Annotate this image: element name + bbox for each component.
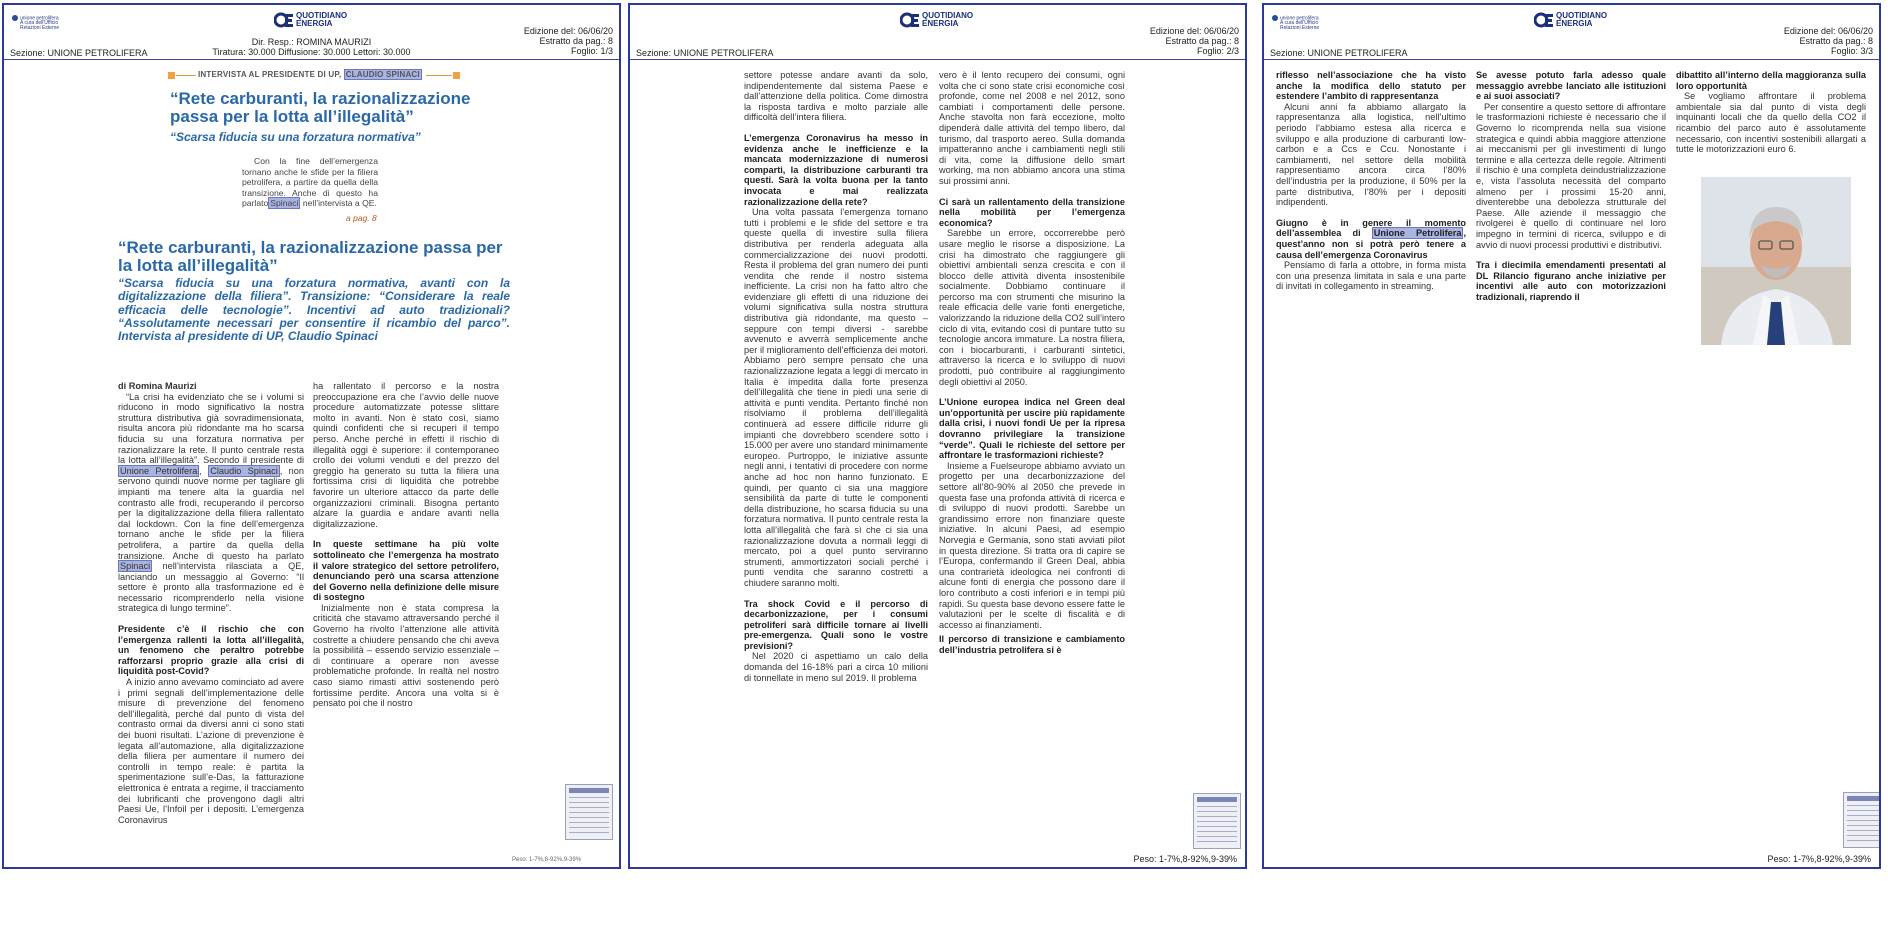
clipping-page-1 [2, 3, 621, 869]
tiratura: Tiratura: 30.000 Diffusione: 30.000 Lettori: 30.000 [212, 47, 411, 57]
kicker-rule [176, 75, 196, 76]
interview-question: Se avesse potuto farla adesso quale messaggio avrebbe lanciato alle istituzioni e ai suoi associati? [1476, 70, 1666, 102]
page-header [630, 5, 1245, 60]
front-lead [242, 156, 378, 209]
article-column-6 [1476, 70, 1666, 302]
estratto: Estratto da pag.: 8 [1165, 36, 1239, 46]
paragraph: Pensiamo di farla a ottobre, in forma mista con una presenza limitata in sala e una parte di invitati in collegamento in streaming. [1276, 260, 1466, 292]
paragraph: settore potesse andare avanti da solo, indipendentemente dal sistema Paese e dall’attenzione della politica. Come dimostra la risposta tardiva e molto parziale alle difficoltà dell’intera filiera. [744, 70, 928, 123]
paragraph-text: , non servono quindi nuove norme per tagliare gli impianti ma tenere alta la guardia nel contrasto alle frodi, recuperando il percorso per la digitalizzazione della filiera rallentato dal lockdown. Con la fine dell’emergenza tornano anche le sfide per la filiera petrolifera, a partire da quella della transizione. Anche di questo ha parlato [118, 465, 305, 561]
page-thumbnail [565, 784, 613, 840]
kicker-highlight: CLAUDIO SPINACI [345, 70, 420, 79]
publisher-name: unione petrolifera [1280, 15, 1319, 22]
paragraph: Per consentire a questo settore di affrontare le trasformazioni richieste è necessario che il Governo lo ricomprenda nella sua visione strategica e quindi abbia maggiore attenzione ai meccanismi per gli investimenti di lungo termine e alla certezza delle regole. Altrimenti il rischio è una completa deindustrializzazione e, vista l’assoluta necessità del comparto almeno per i prossimi 15-20 anni, diventerebbe una debolezza strutturale del Paese. Alle aziende il messaggio che rivolgerei è quello di continuare nel loro impegno in termini di ricerca, sviluppo e di avvio di nuovi processi produttivi e distributivi. [1476, 101, 1666, 250]
paragraph: Se vogliamo affrontare il problema ambientale sia dal punto di vista degli inquinanti locali che da quello della CO2 il ricambio del parco auto è assolutamente necessario, con incentivi sostenibili allargati a tutte le motorizzazioni euro 6. [1676, 91, 1866, 155]
lead-highlight: Spinaci [270, 198, 299, 208]
paragraph: Inizialmente non è stata compresa la criticità che stavamo attraversando perché il Governo ha rivolto l’attenzione alle attività costrette a chiudere pensando che chi aveva la possibilità – essendo servizio essenziale – di continuare a operare non avesse problematiche profonde. In realtà nel nostro caso siamo rimasti attivi sostenendo però fortissime perdite. Ancora una volta si è pensato poi che il nostro [313, 602, 499, 709]
foglio: Foglio: 3/3 [1830, 46, 1873, 56]
publisher-office: Relazioni Esterne [1280, 25, 1320, 32]
paragraph: Alcuni anni fa abbiamo allargato la rappresentanza alla logistica, nell’ultimo periodo l’abbiamo estesa alla ricerca e sviluppo e alla produzione di carburanti low-carbon e a Ccs e Ccu. Nonostante i cambiamenti, nel settore della mobilità rappresentiamo ancora circa l’80% dell’industria per la produzione, il 50% per la parte distributiva, l’80% per i depositi indipendenti. [1276, 101, 1466, 208]
paragraph: Sarebbe un errore, occorrerebbe però usare meglio le risorse a disposizione. La crisi ha dimostrato che raggiungere gli obiettivi ambientali senza crescita e con il blocco delle attività diventa insostenibile socialmente. Dobbiamo continuare il percorso ma con strumenti che misurino la reale efficacia delle varie fonti energetiche, valorizzando la riduzione della CO2 sull’intero ciclo di vita, evitando così di puntare tutto su tecnologie ancora immature. La nostra filiera, con i biocarburanti, i carburanti sintetici, attraverso la ricerca e lo sviluppo di nuovi prodotti, può contribuire al raggiungimento degli obiettivi al 2050. [939, 228, 1125, 387]
foglio: Foglio: 2/3 [1196, 46, 1239, 56]
sezione: Sezione: UNIONE PETROLIFERA [1270, 48, 1408, 58]
logo-line-2: ENERGIA [922, 19, 959, 28]
interview-question: Il percorso di transizione e cambiamento dell’industria petrolifera si è [939, 634, 1125, 655]
portrait-photo [1701, 177, 1851, 345]
page-thumbnail [1843, 792, 1881, 848]
peso: Peso: 1-7%,8-92%,9-39% [1767, 854, 1871, 864]
lead-text-end: nell’intervista a QE. [302, 198, 377, 208]
sezione: Sezione: UNIONE PETROLIFERA [10, 48, 148, 58]
byline: di Romina Maurizi [118, 381, 197, 391]
interview-question: Tra i diecimila emendamenti presentati al DL Rilancio figurano anche iniziative per incentivi alle auto con motorizzazioni tradizionali, riaprendo il [1476, 260, 1666, 302]
logo-line-1: QUOTIDIANO [296, 11, 348, 20]
kicker-marker-icon [453, 72, 460, 79]
paragraph [118, 392, 304, 614]
front-title: “Rete carburanti, la razionalizzazione passa per la lotta all’illegalità” [170, 89, 471, 126]
publisher-logo [1272, 15, 1319, 31]
logo-line-2: ENERGIA [1556, 19, 1593, 28]
paragraph: Nel 2020 ci aspettiamo un calo della domanda del 16-18% pari a circa 10 milioni di tonnellate in meno sul 2019. Il problema [744, 651, 928, 683]
qe-logo-icon [900, 11, 920, 29]
article-subtitle: “Scarsa fiducia su una forzatura normativa, avanti con la digitalizzazione della filiera”. Transizione: “Considerare la reale efficacia delle tecnologie”. Incentivi ad auto tradizionali? “Assolutamente necessari per consentire il ricambio del parco”. Intervista al presidente di UP, Claudio Spinaci [118, 276, 510, 344]
estratto: Estratto da pag.: 8 [539, 36, 613, 46]
estratto: Estratto da pag.: 8 [1799, 36, 1873, 46]
logo-line-2: ENERGIA [296, 19, 333, 28]
kicker-marker-icon [168, 72, 175, 79]
article-column-5 [1276, 70, 1466, 292]
question-text: , quest’anno non si potrà però tenere a causa dell’emergenza Coronavirus [1276, 228, 1466, 260]
publisher-office: Relazioni Esterne [20, 25, 60, 32]
highlight-unione: Unione Petrolifera [1373, 228, 1462, 239]
edizione: Edizione del: 06/06/20 [1783, 26, 1873, 36]
peso-truncated: Peso: 1-7%,8-92%,9-39% [512, 857, 582, 863]
qe-logo-icon [1534, 11, 1554, 29]
page-header [1264, 5, 1879, 60]
paragraph: Insieme a Fuelseurope abbiamo avviato un progetto per una decarbonizzazione del settore all’80-90% al 2050 che prevede in questa fase una profonda attività di ricerca e di sviluppo di nuovi prodotti. Sarebbe un grandissimo errore non finanziare queste iniziative. In alcuni Paesi, ad esempio Norvegia e Germania, sono stati avviati pilot in questa direzione. Si tratta ora di capire se l’Europa, confermando il Green Deal, abbia una contrarietà ideologica nei confronti di alcune fonti di energia che possono dare il loro contributo a costi inferiori e in tempi più rapidi. Su questa base devono essere fatte le valutazioni per le scelte di fiscalità e di accesso ai finanziamenti. [939, 460, 1125, 630]
publisher-logo [12, 15, 59, 31]
logo-line-1: QUOTIDIANO [922, 11, 974, 20]
paragraph: Una volta passata l’emergenza tornano tutti i problemi e le sfide del settore e tra queste quella di investire sulla filiera distributiva per renderla adeguata alla commercializzazione dei nuovi prodotti. Resta il problema del gran numero dei punti vendita che rende il nostro sistema inefficiente. La crisi non ha fatto altro che evidenziare gli effetti di una riduzione dei volumi significativa sulla nostra struttura distributiva già ridondante, ma questo – seppure con tempi diversi - sarebbe avvenuto e avverrà semplicemente anche per il miglioramento dell’efficienza dei motori. Abbiamo però sempre pensato che una razionalizzazione legata a leggi di mercato in Italia è impedita dalla forte presenza dell’illegalità che tiene in piedi una serie di attività e punti vendita. Pertanto finché non risolviamo il problema dell’illegalità continuerà ad essere difficile ridurre gli impianti che dovrebbero scendere sotto i 15.000 per avere uno standard minimamente europeo. Purtroppo, le iniziative assunte negli anni, i tentativi di procedere con norme anche ad hoc non hanno funzionato. E quindi, per quanto ci sia una maggiore sensibilità da parte di tutte le componenti della distribuzione, ho scarsa fiducia su una forzatura normativa. Il punto centrale resta la lotta all’illegalità che farà sì che ci sia una razionalizzazione dovuta a normali leggi di mercato, poi a quel punto serviranno strumenti, ammortizzatori sociali perché i punti vendita che saranno costretti a chiudere saranno molti. [744, 207, 928, 588]
person-portrait-icon [1701, 177, 1851, 345]
paragraph: A inizio anno avevamo cominciato ad avere i primi segnali dell’implementazione delle misure di prevenzione del fenomeno dell’illegalità, perché dal punto di vista del contrasto ormai da diversi anni ci sono stati dei buoni risultati. L’azione di prevenzione è legata all’automazione, alla digitalizzazione della filiera per aumentare il numero dei controlli in tempo reale: è partita la sperimentazione sull’e-Das, la fatturazione elettronica è entrata a regime, il tracciamento dei lubrificanti che provengono dagli altri Paesi Ue, l’Infoil per i depositi. L’emergenza Coronavirus [118, 677, 304, 825]
kicker-rule [426, 75, 452, 76]
front-subtitle: “Scarsa fiducia su una forzatura normativa” [170, 130, 421, 144]
foglio: Foglio: 1/3 [570, 46, 613, 56]
interview-question: riflesso nell’associazione che ha visto anche la modifica dello statuto per estendere l’ambito di rappresentanza [1276, 70, 1466, 102]
interview-question [1276, 218, 1466, 260]
qe-logo-icon [274, 11, 294, 29]
lead-text: Con la fine dell’emergenza tornano anche le sfide per la filiera petrolifera, a partire da quella della transizione. Anche di questo ha parlato [242, 156, 378, 208]
highlight-unione: Unione Petrolifera [120, 465, 198, 476]
clipping-page-3 [1262, 3, 1881, 869]
page-thumbnail [1193, 793, 1241, 849]
paragraph-text: “La crisi ha evidenziato che se i volumi si riducono in modo significativo la nostra struttura distributiva già sovradimensionata, risulta ancora più ridondante ma ho scarsa fiducia su una forzatura normativa per razionalizzare la rete. Il punto centrale resta la lotta all’illegalità”. Secondo il presidente di [118, 391, 304, 466]
sezione: Sezione: UNIONE PETROLIFERA [636, 48, 774, 58]
article-title: “Rete carburanti, la razionalizzazione passa per la lotta all’illegalità” [118, 238, 503, 275]
highlight-spinaci: Spinaci [120, 561, 151, 572]
page-header [4, 5, 619, 60]
interview-question: dibattito all’interno della maggioranza sulla loro opportunità [1676, 70, 1866, 91]
article-column-3 [744, 70, 928, 683]
kicker-text: INTERVISTA AL PRESIDENTE DI UP, [198, 70, 342, 79]
paragraph: vero è il lento recupero dei consumi, ogni volta che ci sono state crisi economiche così profonde, come nel 2008 e nel 2012, sono cambiati i comportamenti delle persone. Anche stavolta non farà eccezione, molto dipenderà dalle attività del tempo libero, dal turismo, dal trasporto aereo. Sulla domanda impatteranno anche i cambiamenti negli stili di vita, come la diffusione dello smart working, ma non abbiamo ancora una stima sui prossimi anni. [939, 70, 1125, 186]
clipping-page-2 [628, 3, 1247, 869]
newspaper-logo [900, 9, 990, 31]
newspaper-logo [274, 9, 364, 31]
header-right-meta [1150, 26, 1239, 56]
article-column-2 [313, 381, 499, 709]
article-column-4 [939, 70, 1125, 655]
edizione: Edizione del: 06/06/20 [523, 26, 613, 36]
edizione: Edizione del: 06/06/20 [1149, 26, 1239, 36]
interview-question: In queste settimane ha più volte sottolineato che l’emergenza ha mostrato il valore strategico del settore petrolifero, denunciando però una scarsa attenzione del Governo nella definizione delle misure di sostegno [313, 539, 499, 603]
question-text: Giugno è in genere il momento dell’assemblea di [1276, 217, 1466, 239]
paragraph: ha rallentato il percorso e la nostra preoccupazione era che l’avvio delle nuove procedure automatizzate potesse slittare molto in avanti. Non è stato così, siamo quindi confidenti che si recuperi il tempo perso. Anche perché in effetti il rischio di illegalità oggi è superiore: il contemporaneo crollo dei volumi venduti e del prezzo del greggio ha generato su tutta la filiera una fortissima crisi di liquidità che potrebbe favorire un ulteriore attacco da parte delle organizzazioni criminali. Bisogna pertanto alzare la guardia e andare avanti nella digitalizzazione. [313, 381, 499, 529]
header-right-meta [1784, 26, 1873, 56]
publisher-name: unione petrolifera [20, 15, 59, 22]
interview-question: Ci sarà un rallentamento della transizione nella mobilità per l’emergenza economica? [939, 196, 1125, 228]
newspaper-logo [1534, 9, 1624, 31]
logo-line-1: QUOTIDIANO [1556, 11, 1608, 20]
highlight-spinaci: Claudio Spinaci [210, 465, 278, 476]
interview-question: Presidente c’è il rischio che con l’emergenza rallenti la lotta all’illegalità, un fenomeno che peraltro potrebbe rafforzarsi proprio grazie alla crisi di liquidità post-Covid? [118, 624, 304, 677]
interview-question: L’Unione europea indica nel Green deal un’opportunità per uscire più rapidamente dalla crisi, i nuovi fondi Ue per la ripresa dovranno privilegiare la transizione “verde”. Quali le richieste del settore per affrontare le trasformazioni richieste? [939, 397, 1125, 461]
interview-question: Tra shock Covid e il percorso di decarbonizzazione, per i consumi petroliferi sarà difficile tornare ai livelli pre-emergenza. Quali sono le vostre previsioni? [744, 598, 928, 651]
page-reference: a pag. 8 [346, 213, 377, 223]
interview-kicker [168, 70, 460, 82]
dir-resp: Dir. Resp.: ROMINA MAURIZI [251, 37, 372, 47]
publisher-dot-icon [1272, 15, 1278, 21]
header-right-meta [524, 26, 613, 56]
paragraph-text: nell’intervista rilasciata a QE, lanciando un messaggio al Governo: “Il settore è pronto alla trasformazione ed è necessario ricomprenderlo nella visione strategica di lungo termine”. [118, 561, 304, 614]
paragraph-text: , [199, 465, 202, 476]
peso: Peso: 1-7%,8-92%,9-39% [1133, 854, 1237, 864]
publisher-dept: A cura dell'Ufficio [1280, 20, 1319, 27]
article-column-1 [118, 381, 304, 825]
interview-question: L’emergenza Coronavirus ha messo in evidenza anche le inefficienze e la mancata modernizzazione di numerosi comparti, la distribuzione carburanti tra questi. Sarà la volta buona per la tanto invocata e mai realizzata razionalizzazione della rete? [744, 132, 928, 207]
publisher-dept: A cura dell'Ufficio [20, 20, 59, 27]
publisher-dot-icon [12, 15, 18, 21]
article-column-7 [1676, 70, 1866, 155]
